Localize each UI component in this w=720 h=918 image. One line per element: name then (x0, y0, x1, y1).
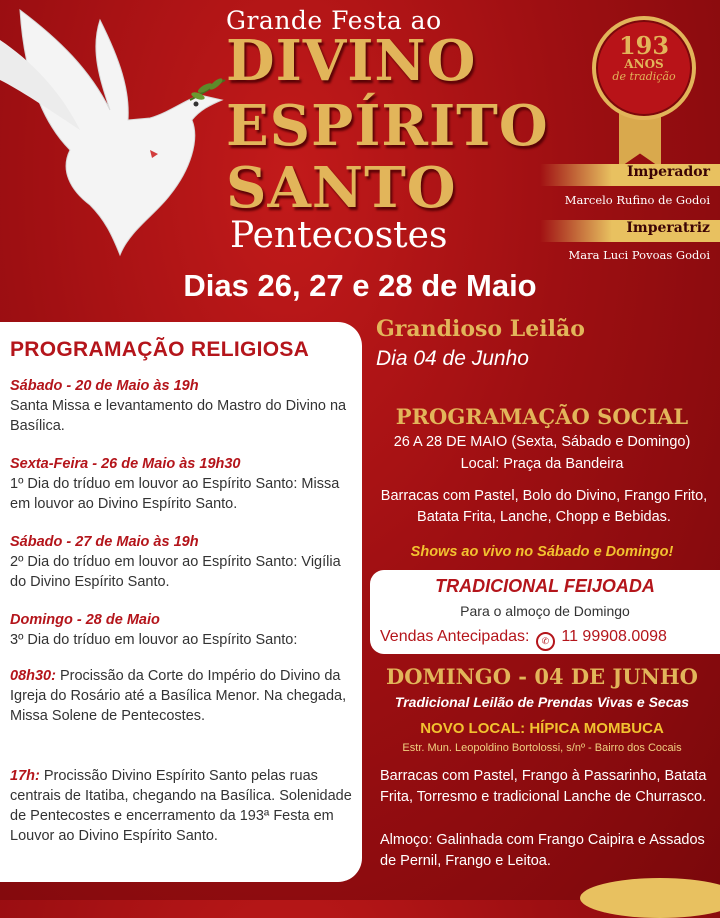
feijoada-subtitle: Para o almoço de Domingo (460, 603, 630, 619)
domingo-title: DOMINGO - 04 DE JUNHO (386, 664, 698, 689)
event-text: Santa Missa e levantamento do Mastro do Divino na Basílica. (10, 398, 347, 434)
event-when: Sexta-Feira - 26 de Maio às 19h30 (10, 456, 241, 472)
domingo-subtitle: Tradicional Leilão de Prendas Vivas e Secas (394, 694, 690, 710)
event-item (10, 666, 355, 726)
imperatriz-name: Mara Luci Povoas Godoi (568, 248, 710, 262)
event-item (10, 454, 355, 514)
event-text: 2º Dia do tríduo em louvor ao Espírito Santo: Vigília do Divino Espírito Santo. (10, 554, 341, 590)
vendas-phone[interactable]: 11 99908.0098 (561, 628, 667, 645)
event-item (10, 766, 355, 846)
imperador-name: Marcelo Rufino de Godoi (564, 193, 710, 207)
event-item (10, 532, 355, 592)
event-when: 17h: (10, 768, 40, 784)
badge-anos: ANOS (624, 57, 664, 71)
title-santo: SANTO (226, 155, 457, 221)
event-text: Procissão Divino Espírito Santo pelas ruas centrais de Itatiba, chegando na Basílica. Solenidade de Pentecostes e encerramento da 193ª Festa em Louvor ao Divino Espírito Santo. (10, 768, 352, 844)
domingo-almoco: Almoço: Galinhada com Frango Caipira e Assados de Pernil, Frango e Leitoa. (380, 832, 705, 869)
title-espirito: ESPÍRITO (226, 93, 549, 159)
novo-local: NOVO LOCAL: HÍPICA MOMBUCA (420, 720, 664, 737)
imperador-bar (540, 164, 720, 186)
leilao-title: Grandioso Leilão (376, 316, 585, 342)
event-text: 3º Dia do tríduo em louvor ao Espírito Santo: (10, 632, 298, 648)
event-when: Sábado - 27 de Maio às 19h (10, 534, 199, 550)
vendas-label: Vendas Antecipadas: (380, 628, 530, 645)
event-text: 1º Dia do tríduo em louvor ao Espírito Santo: Missa em louvor ao Divino Espírito Santo. (10, 476, 340, 512)
imperatriz-bar (540, 220, 720, 242)
social-local: Local: Praça da Bandeira (460, 456, 624, 472)
imperatriz-label: Imperatriz (626, 220, 710, 236)
shows-announcement: Shows ao vivo no Sábado e Domingo! (410, 544, 674, 560)
religious-program-title: PROGRAMAÇÃO RELIGIOSA (10, 338, 310, 361)
pre-title: Grande Festa ao (226, 6, 442, 35)
social-barracas: Barracas com Pastel, Bolo do Divino, Frango Frito, Batata Frita, Lanche, Chopp e Bebidas. (380, 488, 708, 525)
endereco: Estr. Mun. Leopoldino Bortolossi, s/nº - Bairro dos Cocais (402, 742, 682, 754)
event-when: 08h30: (10, 668, 56, 684)
subtitle-pentecostes: Pentecostes (230, 215, 448, 256)
badge-number: 193 (618, 31, 670, 60)
corner-decoration (580, 878, 720, 918)
dove-illustration (0, 0, 230, 260)
leilao-date: Dia 04 de Junho (376, 347, 529, 370)
domingo-barracas: Barracas com Pastel, Frango à Passarinho, Batata Frita, Torresmo e tradicional Lanche de Churrasco. (380, 768, 707, 805)
feijoada-title: TRADICIONAL FEIJOADA (435, 576, 655, 596)
whatsapp-icon: ✆ (536, 632, 555, 651)
anniversary-badge (592, 16, 696, 120)
imperador-label: Imperador (626, 164, 710, 180)
social-dates: 26 A 28 DE MAIO (Sexta, Sábado e Domingo) (393, 434, 691, 450)
badge-tradicao: de tradição (612, 70, 676, 83)
event-when: Sábado - 20 de Maio às 19h (10, 378, 199, 394)
title-divino: DIVINO (226, 28, 477, 94)
social-program-title: PROGRAMAÇÃO SOCIAL (395, 404, 689, 429)
event-text: Procissão da Corte do Império do Divino da Igreja do Rosário até a Basílica Menor. Na chegada, Missa Solene de Pentecostes. (10, 668, 347, 724)
festival-dates: Dias 26, 27 e 28 de Maio (183, 268, 537, 303)
event-when: Domingo - 28 de Maio (10, 612, 160, 628)
vendas-line (380, 628, 667, 651)
event-item (10, 376, 355, 436)
event-item (10, 610, 355, 650)
